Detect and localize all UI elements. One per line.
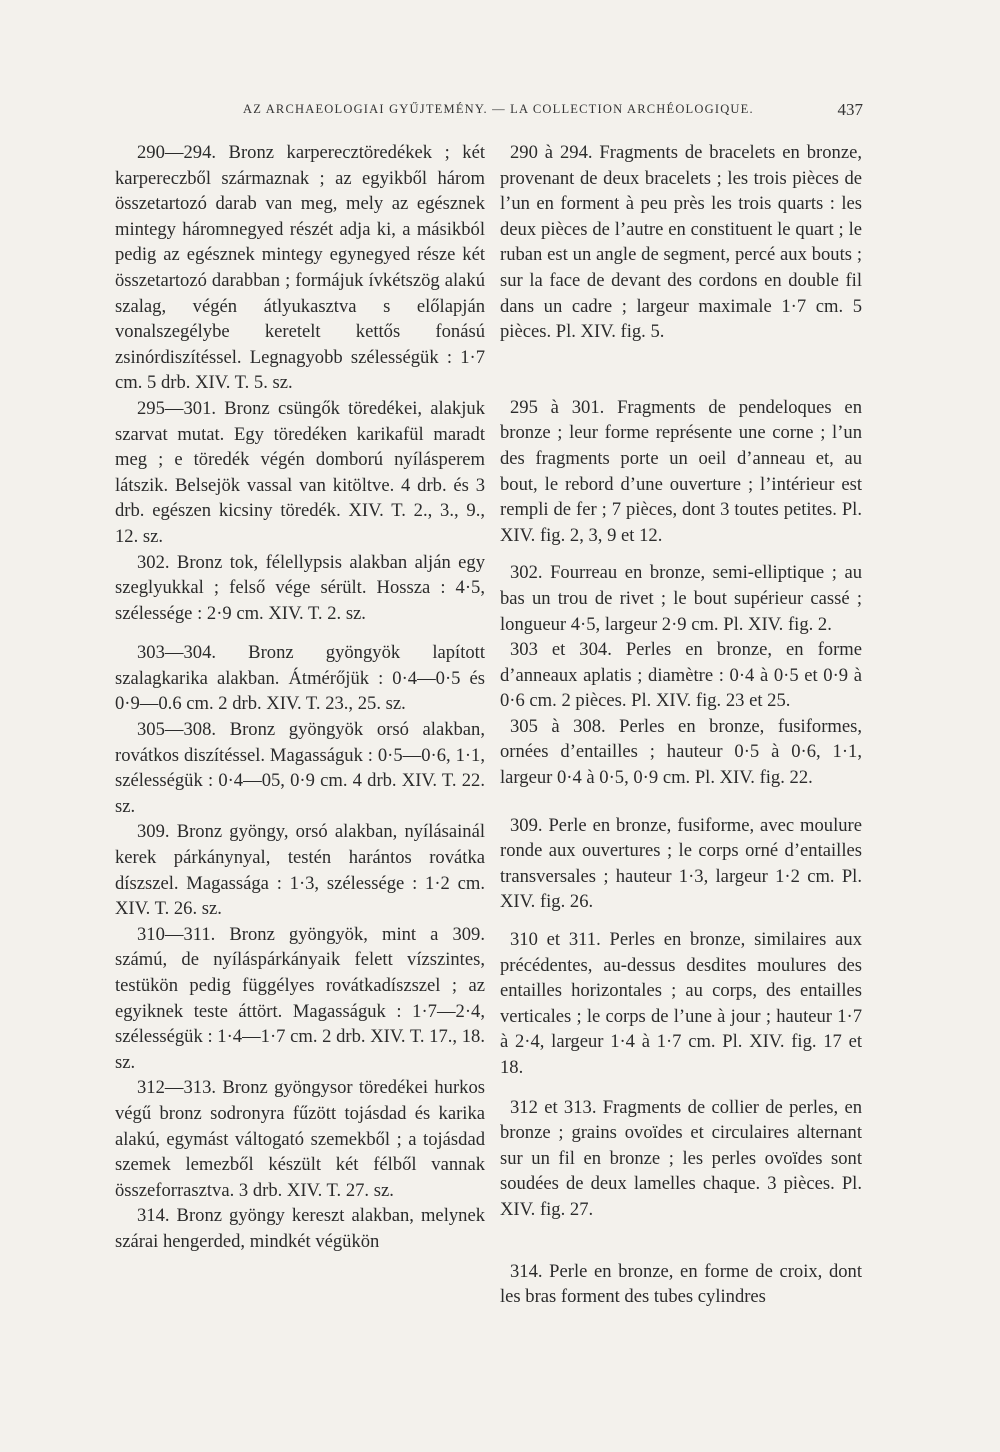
entry-295-301-fr: 295 à 301. Fragments de pendeloques en bronze ; leur forme représente une corne ; l’un des fragments porte un oeil d’anneau et, au bout, le rebord d’une ouverture ; l’intérieur est rempli de fer ; 7 pièces, dont 3 toutes petites. Pl. XIV. fig. 2, 3, 9 et 12. xyxy=(500,396,862,546)
entry-309-hu: 309. Bronz gyöngy, orsó alakban, nyílásainál kerek párkánynyal, testén harántos rovátka díszszel. Magassága : 1·3, szélessége : 1·2 cm. XIV. T. 26. sz. xyxy=(115,821,485,920)
running-header xyxy=(115,100,863,124)
running-title: AZ ARCHAEOLOGIAI GYŰJTEMÉNY. — LA COLLECTION ARCHÉOLOGIQUE. xyxy=(243,102,754,116)
entry-290-294-hu: 290—294. Bronz karperecztöredékek ; két karpereczből származnak ; az egyikből három összetartozó darab van meg, mely az egésznek mintegy háromnegyed részét adja ki, a másikból pedig az egésznek mintegy egynegyed része két összetartozó darabban ; formájuk ívkétszög alakú szalag, végén átlyukasztva s előlapján vonalszegélybe keretelt kettős fonású zsinórdiszítéssel. Legnagyobb szélességük : 1·7 cm. 5 drb. XIV. T. 5. sz. xyxy=(115,142,485,394)
entry-305-308-fr: 305 à 308. Perles en bronze, fusiformes, ornées d’entailles ; hauteur 0·5 à 0·6, 1·1, largeur 0·4 à 0·5, 0·9 cm. Pl. XIV. fig. 22. xyxy=(500,715,862,789)
entry-309-fr: 309. Perle en bronze, fusiforme, avec moulure ronde aux ouvertures ; le corps orné d’entailles transversales ; hauteur 1·3, largeur 1·2 cm. Pl. XIV. fig. 26. xyxy=(500,814,862,913)
entry-305-308-hu: 305—308. Bronz gyöngyök orsó alakban, rovátkos diszítéssel. Magasságuk : 0·5—0·6, 1·1, szélességük : 0·4—05, 0·9 cm. 4 drb. XIV. T. 22. sz. xyxy=(115,719,485,817)
entry-290-294-fr: 290 à 294. Fragments de bracelets en bronze, provenant de deux bracelets ; les trois pièces de l’un en forment à peu près les trois quarts : les deux pièces de l’autre en constituent le quart ; le ruban est un angle de segment, percé aux bouts ; sur la face de devant des cordons en double fil dans un cadre ; largeur maximale 1·7 cm. 5 pièces. Pl. XIV. fig. 5. xyxy=(500,142,862,343)
entry-314-hu: 314. Bronz gyöngy kereszt alakban, melynek szárai hengerded, mindkét végükön xyxy=(115,1205,485,1252)
hungarian-column xyxy=(115,140,485,1255)
entry-310-311-hu: 310—311. Bronz gyöngyök, mint a 309. számú, de nyíláspárkányaik felett vízszintes, testükön pedig függélyes rovátkadíszszel ; az egyiknek teste áttört. Magasságuk : 1·7—2·4, szélességük : 1·4—1·7 cm. 2 drb. XIV. T. 17., 18. sz. xyxy=(115,923,485,1073)
entry-312-313-fr: 312 et 313. Fragments de collier de perles, en bronze ; grains ovoïdes et circulaires alternant sur un fil en bronze ; les perles ovoïdes sont soudées de deux lamelles chaque. 3 pièces. Pl. XIV. fig. 27. xyxy=(500,1096,862,1220)
entry-302-hu: 302. Bronz tok, félellypsis alakban alján egy szeglyukkal ; felső vége sérült. Hossza : 4·5, szélessége : 2·9 cm. XIV. T. 2. sz. xyxy=(115,551,485,624)
page-number: 437 xyxy=(837,100,863,119)
entry-295-301-hu: 295—301. Bronz csüngők töredékei, alakjuk szarvat mutat. Egy töredéken karikafül maradt meg ; e töredék végén domború nyílásperem látszik. Belsejök vassal van kitöltve. 4 drb. és 3 drb. egészen kicsiny töredék. XIV. T. 2., 3., 9., 12. sz. xyxy=(115,397,485,547)
entry-314-fr: 314. Perle en bronze, en forme de croix, dont les bras forment des tubes cylindres xyxy=(500,1260,862,1308)
entry-303-304-hu: 303—304. Bronz gyöngyök lapított szalagkarika alakban. Átmérőjük : 0·4—0·5 és 0·9—0.6 cm. 2 drb. XIV. T. 23., 25. sz. xyxy=(115,642,485,715)
entry-312-313-hu: 312—313. Bronz gyöngysor töredékei hurkos végű bronz sodronyra fűzött tojásdad és karika alakú, egymást váltogató szemekből ; a tojásdad szemek lemezből készült két félből vannak összeforrasztva. 3 drb. XIV. T. 27. sz. xyxy=(115,1077,485,1201)
french-column xyxy=(500,140,862,1310)
entry-303-304-fr: 303 et 304. Perles en bronze, en forme d’anneaux aplatis ; diamètre : 0·4 à 0·5 et 0·9 à 0·6 cm. 2 pièces. Pl. XIV. fig. 23 et 25. xyxy=(500,639,862,712)
entry-310-311-fr: 310 et 311. Perles en bronze, similaires aux précédentes, au-dessus desdites moulures des entailles horizontales ; au corps, des entailles verticales ; le corps de l’une à jour ; hauteur 1·7 à 2·4, largeur 1·4 à 1·7 cm. Pl. XIV. fig. 17 et 18. xyxy=(500,929,862,1078)
entry-302-fr: 302. Fourreau en bronze, semi-elliptique ; au bas un trou de rivet ; le bout supérieur cassé ; longueur 4·5, largeur 2·9 cm. Pl. XIV. fig. 2. xyxy=(500,562,862,635)
